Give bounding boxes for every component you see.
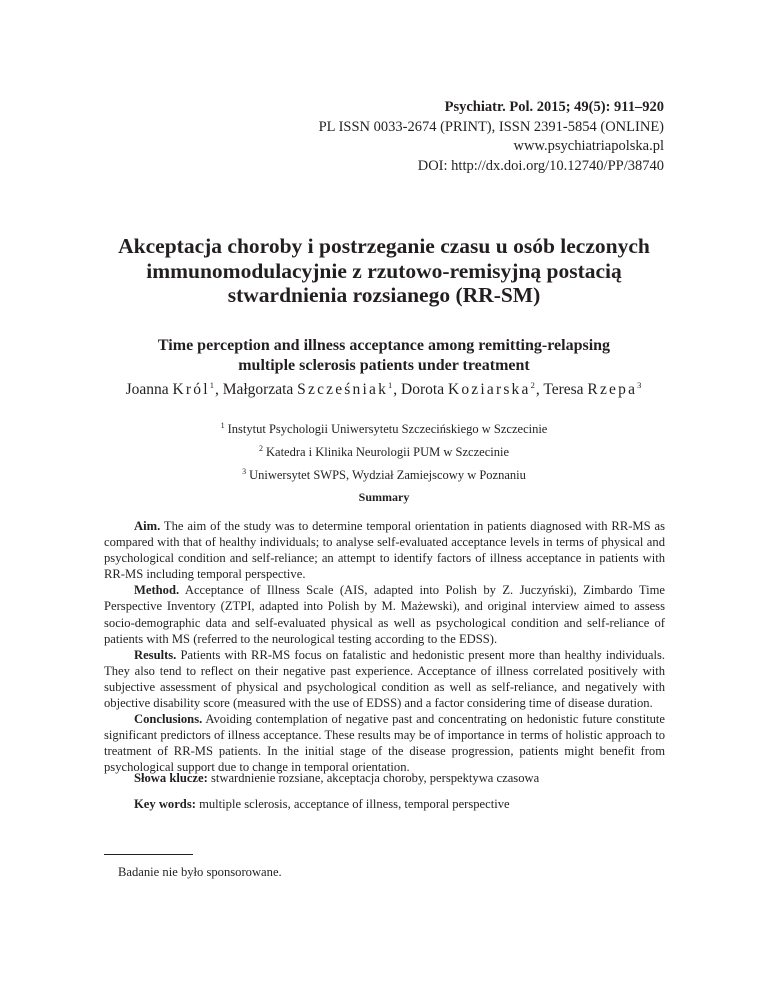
aim-label: Aim.: [134, 519, 161, 533]
title-english: [60, 336, 708, 375]
author: [401, 381, 543, 398]
keywords-english-label: Key words:: [134, 797, 196, 811]
author-affiliation-mark: 2: [530, 380, 535, 390]
journal-website-link[interactable]: www.psychiatriapolska.pl: [513, 138, 664, 154]
method-label: Method.: [134, 583, 180, 598]
title-polish-line: immunomodulacyjnie z rzutowo-remisyjną postacią: [146, 258, 622, 283]
keywords-polish: [134, 770, 674, 786]
affiliation: [100, 416, 668, 439]
author-affiliation-mark: 1: [388, 380, 393, 390]
affiliation-text: Uniwersytet SWPS, Wydział Zamiejscowy w Poznaniu: [249, 468, 526, 482]
author-surname: Szcześniak: [297, 381, 389, 398]
title-english-line: Time perception and illness acceptance among remitting-relapsing: [157, 337, 611, 354]
affiliation-number: 1: [220, 421, 225, 430]
author-given-name: Teresa: [543, 381, 584, 398]
results-text: Patients with RR-MS focus on fatalistic and hedonistic present more than healthy individuals. They also tend to reflect on their negative past experience. Acceptance of illness correlated positively with subjective assessment of physical and psychological condition as well as self-reliance, and negatively with objective disability score (measured with the use of EDSS) and a factor considering time of disease duration.: [104, 647, 665, 711]
title-english-line: multiple sclerosis patients under treatment: [238, 356, 530, 374]
author-separator: ,: [214, 381, 223, 398]
affiliation-number: 2: [259, 444, 263, 453]
citation-block: [319, 98, 664, 176]
footnote-divider: [104, 854, 193, 855]
affiliation: [100, 439, 668, 462]
author-affiliation-mark: 1: [209, 380, 214, 390]
conclusions-label: Conclusions.: [134, 712, 203, 727]
author-list: [40, 375, 728, 400]
author-surname: Rzepa: [587, 381, 638, 398]
affiliation: [100, 462, 668, 485]
author-separator: ,: [393, 381, 402, 398]
keywords-polish-label: Słowa klucze:: [134, 771, 208, 785]
abstract-results: [104, 647, 665, 711]
title-polish-line: stwardnienia rozsianego (RR-SM): [227, 283, 541, 307]
issn-line: PL ISSN 0033-2674 (PRINT), ISSN 2391-5854 (ONLINE): [318, 118, 664, 135]
keywords-english: [134, 796, 674, 812]
author-surname: Koziarska: [447, 381, 531, 398]
abstract: [104, 518, 665, 776]
abstract-conclusions: [104, 711, 665, 775]
author: [126, 381, 223, 398]
title-polish: [60, 234, 708, 308]
affiliation-text: Instytut Psychologii Uniwersytetu Szczecińskiego w Szczecinie: [227, 422, 548, 436]
journal-citation: Psychiatr. Pol. 2015; 49(5): 911–920: [444, 99, 664, 115]
keywords-polish-text: stwardnienie rozsiane, akceptacja choroby, perspektywa czasowa: [210, 771, 540, 785]
affiliation-list: [100, 416, 668, 485]
author-given-name: Małgorzata: [222, 381, 294, 398]
summary-heading: Summary: [358, 490, 410, 504]
author-surname: Król: [172, 381, 210, 398]
author: [223, 381, 401, 398]
aim-text: The aim of the study was to determine temporal orientation in patients diagnosed with RR-MS as compared with that of healthy individuals; to analyse self-evaluated acceptance levels in terms of physical and psychological condition and self-reliance; an attempt to identify factors of illness acceptance in patients with RR-MS including temporal perspective.: [104, 519, 666, 582]
author-affiliation-mark: 3: [637, 380, 642, 390]
keywords-english-text: multiple sclerosis, acceptance of illness, temporal perspective: [199, 797, 510, 811]
author-given-name: Joanna: [125, 381, 169, 398]
footnote: Badanie nie było sponsorowane.: [118, 865, 282, 879]
abstract-aim: [104, 518, 665, 582]
results-label: Results.: [134, 647, 177, 662]
affiliation-number: 3: [242, 467, 247, 476]
abstract-method: [104, 582, 665, 646]
conclusions-text: Avoiding contemplation of negative past and concentrating on hedonistic future constitute significant predictors of illness acceptance. These results may be of importance in terms of holistic approach to treatment of RR-MS patients. In the initial stage of the disease progression, patients might benefit from psychological support due to change in temporal orientation.: [104, 712, 665, 775]
author: [543, 381, 642, 398]
author-given-name: Dorota: [401, 381, 445, 398]
doi-link[interactable]: DOI: http://dx.doi.org/10.12740/PP/38740: [417, 157, 664, 174]
author-separator: ,: [535, 381, 544, 398]
title-polish-line: Akceptacja choroby i postrzeganie czasu u osób leczonych: [118, 234, 650, 258]
method-text: Acceptance of Illness Scale (AIS, adapted into Polish by Z. Juczyński), Zimbardo Time Perspective Inventory (ZTPI, adapted into Polish by M. Mażewski), and original interview aimed to assess socio-demographic data and self-evaluated physical as well as psychological condition and self-reliance of patients with MS (referred to the neurological testing according to the EDSS).: [104, 583, 665, 646]
affiliation-text: Katedra i Klinika Neurologii PUM w Szczecinie: [266, 445, 509, 459]
